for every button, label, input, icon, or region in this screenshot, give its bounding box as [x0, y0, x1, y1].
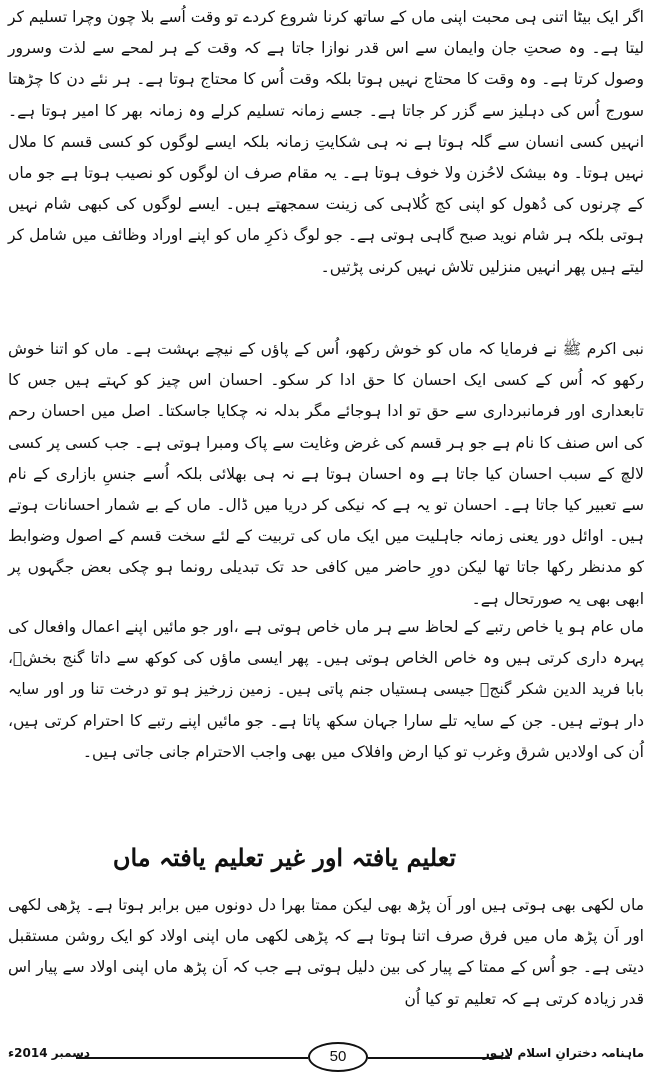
paragraph-1 — [8, 2, 644, 283]
section-heading: تعلیم یافتہ اور غیر تعلیم یافتہ ماں — [112, 843, 456, 872]
paragraph-2 — [8, 334, 644, 615]
magazine-name: ماہنامہ دخترانِ اسلام لاہور — [482, 1046, 644, 1060]
paragraph-3-text: ماں عام ہو یا خاص رتبے کے لحاظ سے ہر ماں خاص ہوتی ہے ،اور جو مائیں اپنے اعمال وافعال کی پہرہ داری کرتی ہیں وہ خاص الخاص ہوتی ہیں۔ پھر ایسی ماؤں کی کوکھ سے داتا گنج بخشؒ، بابا فرید الدین شکر گنجؒ جیسی ہستیاں جنم پاتی ہیں۔ زمین زرخیز ہو تو درخت تنا ور اور سایہ دار ہوتے ہیں۔ جن کے سایہ تلے سارا جہان سکھ پاتا ہے۔ جو مائیں اپنے رتبے کا احترام کرتی ہیں، اُن کی اولادیں شرق وغرب تو کیا ارض وافلاک میں بھی واجب الاحترام جانی جاتی ہیں۔ — [8, 618, 644, 761]
paragraph-3 — [8, 612, 644, 768]
paragraph-4-text: ماں لکھی بھی ہوتی ہیں اور اَن پڑھ بھی لیکن ممتا بھرا دل دونوں میں برابر ہوتا ہے۔ پڑھی لکھی اور اَن پڑھ ماں میں فرق صرف اتنا ہوتا ہے کہ پڑھی لکھی ماں اپنی اولاد کو ایک روشن مستقبل دیتی ہے۔ جو اُس کے ممتا کے پیار کی بین دلیل ہوتی ہے جب کہ اَن پڑھ ماں اپنی اولاد سے پیار اس قدر زیادہ کرتی ہے کہ تعلیم تو کیا اُن — [8, 896, 644, 1008]
page-number: 50 — [308, 1042, 368, 1072]
paragraph-1-text: اگر ایک بیٹا اتنی ہی محبت اپنی ماں کے ساتھ کرنا شروع کردے تو وقت اُسے بلا چون وچرا تسلیم کر لیتا ہے۔ وہ صحتِ جان وایمان سے اس قدر نوازا جاتا ہے کہ وقت کے ہر لمحے سے لذت وسرور وصول کرتا ہے۔ وہ وقت کا محتاج نہیں ہوتا بلکہ وقت اُس کا محتاج ہوتا ہے۔ ہر نئے دن کا چڑھتا سورج اُس کی دہلیز سے گزر کر جاتا ہے۔ جسے زمانہ تسلیم کرلے وہ زمانہ بھر کا امیر ہوتا ہے۔ انہیں کسی انسان سے گلہ ہوتا ہے نہ ہی شکایتِ زمانہ بلکہ ایسے لوگوں کو کسی قسم کا ملال نہیں ہوتا۔ وہ بیشک لاحُزن ولا خوف ہوتا ہے۔ یہ مقام صرف ان لوگوں کو نصیب ہوتا ہے جو ماں کے چرنوں کی دُھول کو اپنی کج کُلاہی کی زینت سمجھتے ہیں۔ ایسے لوگوں کی کبھی شام نہیں ہوتی بلکہ ہر شام نوید صبح گاہی ہوتی ہے۔ جو لوگ ذکرِ ماں کو اپنے اوراد وظائف میں شامل کر لیتے ہیں پھر انہیں منزلیں تلاش نہیں کرنی پڑتیں۔ — [8, 8, 644, 276]
paragraph-4 — [8, 890, 644, 1015]
issue-date: دسمبر 2014ء — [8, 1046, 91, 1060]
page-footer — [0, 1040, 652, 1074]
footer-rule-left — [76, 1057, 308, 1059]
paragraph-2-text: نبی اکرم ﷺ نے فرمایا کہ ماں کو خوش رکھو، اُس کے پاؤں کے نیچے بہشت ہے۔ ماں کو اتنا خوش رکھو کہ اُس کے کسی ایک احسان کا حق ادا کر سکو۔ احسان اس چیز کو کہتے ہیں جس کا تابعداری اور فرمانبرداری سے حق تو ادا ہوجائے مگر بدلہ نہ چکایا جاسکتا۔ اصل میں احسان رحم کی اس صنف کا نام ہے جو ہر قسم کی غرض وغایت سے پاک ومبرا ہوتی ہے۔ جب کسی پر کسی لالچ کے سبب احسان کیا جاتا ہے وہ احسان ہوتا ہے نہ ہی بھلائی بلکہ اُسے جنسِ بازاری کے نام سے تعبیر کیا جاتا ہے۔ احسان تو یہ ہے کہ نیکی کر دریا میں ڈال۔ ماں کے بے شمار احسانات ہوتے ہیں۔ اوائل دور یعنی زمانہ جاہلیت میں ایک ماں کی تربیت کے لئے سخت قسم کے اصول وضوابط کو مدنظر رکھا جاتا تھا لیکن دورِ حاضر میں کافی حد تک تبدیلی رونما ہو چکی بعض جگہوں پر ابھی بھی یہ صورتحال ہے۔ — [8, 340, 644, 608]
